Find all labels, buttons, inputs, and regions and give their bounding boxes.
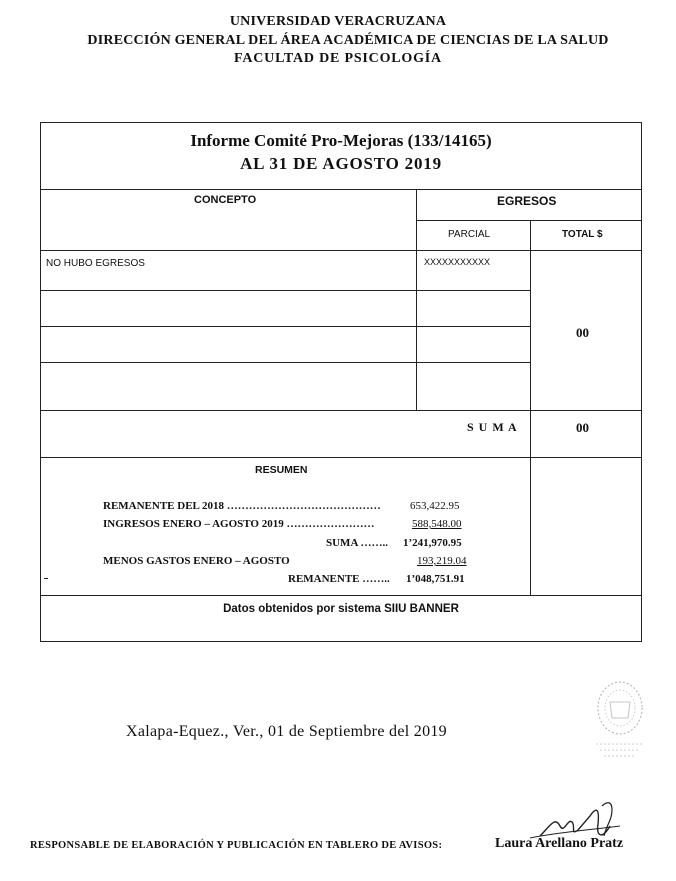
margin-mark — [44, 578, 48, 579]
rule-concept-divider — [416, 189, 417, 410]
university-name: UNIVERSIDAD VERACRUZANA — [229, 14, 447, 29]
resumen-title: RESUMEN — [255, 464, 308, 476]
faculty-name: FACULTAD DE PSICOLOGÍA — [234, 51, 442, 66]
row-parcial: XXXXXXXXXXX — [424, 257, 491, 267]
egresos-header: EGRESOS — [497, 194, 557, 208]
rule-total-divider — [530, 220, 531, 595]
university-seal-stamp — [592, 678, 648, 764]
resumen-label-suma: SUMA …….. — [326, 537, 389, 549]
rule-row3-bottom — [41, 362, 530, 363]
resumen-label-remanente-2018: REMANENTE DEL 2018 …………………………………… — [103, 500, 381, 512]
suma-value: 00 — [576, 420, 589, 435]
report-title: Informe Comité Pro-Mejoras (133/14165) — [190, 131, 492, 150]
total-header: TOTAL $ — [562, 229, 603, 240]
report-date: AL 31 DE AGOSTO 2019 — [240, 154, 442, 173]
resumen-value-remanente: 1’048,751.91 — [406, 573, 465, 585]
place-date: Xalapa-Equez., Ver., 01 de Septiembre del 2019 — [126, 723, 447, 740]
rule-resumen-bottom — [41, 595, 641, 596]
resumen-value-suma: 1’241,970.95 — [403, 537, 462, 549]
resumen-label-ingresos: INGRESOS ENERO – AGOSTO 2019 …………………… — [103, 518, 375, 530]
resumen-label-remanente: REMANENTE …….. — [288, 573, 390, 585]
concepto-header: CONCEPTO — [194, 194, 257, 206]
rule-rows-bottom — [41, 410, 641, 411]
rule-egresos-bottom — [416, 220, 641, 221]
responsible-name: Laura Arellano Pratz — [495, 836, 624, 851]
rule-header-bottom — [41, 250, 641, 251]
resumen-label-gastos: MENOS GASTOS ENERO – AGOSTO — [103, 555, 290, 567]
responsible-label: RESPONSABLE DE ELABORACIÓN Y PUBLICACIÓN EN TABLERO DE AVISOS: — [30, 840, 443, 851]
report-table — [40, 122, 642, 642]
direction-name: DIRECCIÓN GENERAL DEL ÁREA ACADÉMICA DE CIENCIAS DE LA SALUD — [87, 33, 609, 48]
rule-row1-bottom — [41, 290, 530, 291]
parcial-header: PARCIAL — [448, 229, 491, 240]
rule-suma-bottom — [41, 457, 641, 458]
resumen-value-remanente-2018: 653,422.95 — [410, 500, 460, 512]
source-note: Datos obtenidos por sistema SIIU BANNER — [223, 603, 459, 615]
rule-row2-bottom — [41, 326, 530, 327]
total-value: 00 — [576, 325, 589, 340]
suma-label: S U M A — [467, 420, 518, 434]
rule-title-bottom — [41, 189, 641, 190]
resumen-value-gastos: 193,219.04 — [417, 555, 467, 567]
resumen-value-ingresos: 588,548.00 — [412, 518, 462, 530]
row-concept: NO HUBO EGRESOS — [46, 258, 145, 269]
